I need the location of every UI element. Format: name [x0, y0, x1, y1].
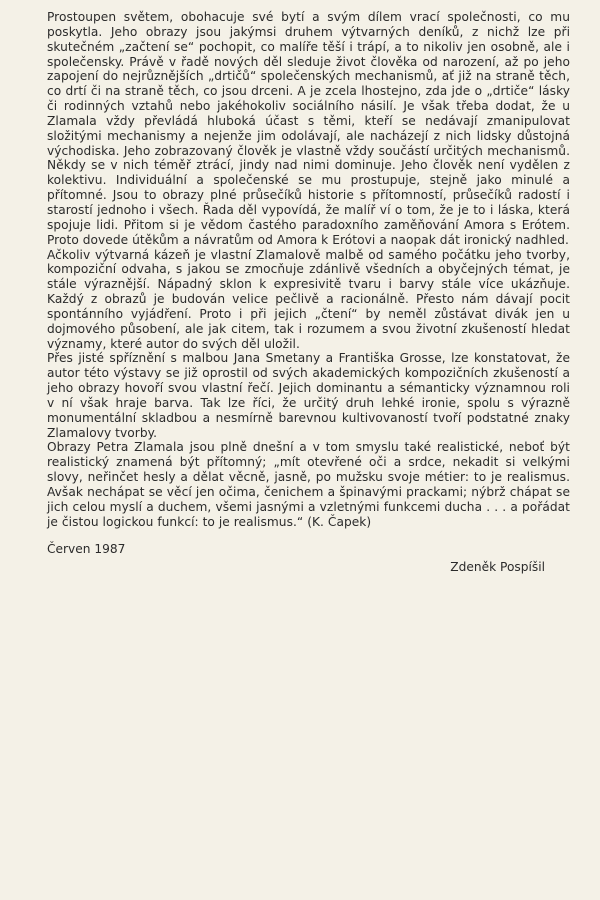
author-signature: Zdeněk Pospíšil: [450, 560, 545, 574]
paragraph-1: Prostoupen světem, obohacuje své bytí a svým dílem vrací společnosti, co mu poskytla. Jeho obrazy jsou jakýmsi druhem výtvarných deníků, z nichž lze při skutečném „začtení se“ pochopit, co malíře těší i trápí, a to nikoliv jen osobně, ale i společensky. Právě v řadě nových děl sleduje život člověka od narození, až po jeho zapojení do nejrůznějších „drtičů“ společenských mechanismů, ať již na straně těch, co drtí či na straně těch, co jsou drceni. A je zcela lhostejno, zda jde o „drtiče“ lásky či rodinných vztahů nebo jakéhokoliv sociálního násilí. Je však třeba dodat, že u Zlamala vždy převládá hluboká účast s těmi, kteří se nedávají zmanipulovat složitými mechanismy a nejenže jim odolávají, ale nacházejí z nich lidsky důstojná východiska. Jeho zobrazovaný člověk je vlastně vždy součástí určitých mechanismů. Někdy se v nich téměř ztrácí, jindy nad nimi dominuje. Jeho člověk není vydělen z kolektivu. Individuální a společenské se mu prostupuje, stejně jako minulé a přítomné. Jsou to obrazy plné průsečíků historie s přítomností, průsečíků radostí i starostí jednoho i všech. Řada děl vypovídá, že malíř ví o tom, že je to i láska, která spojuje lidi. Přitom si je vědom častého paradoxního zaměňování Amora s Erótem. Proto dovede útěkům a návratům od Amora k Erótovi a naopak dát ironický nadhled.: [47, 10, 570, 247]
paragraph-3: Přes jisté spříznění s malbou Jana Smetany a Františka Grosse, lze konstatovat, že autor této výstavy se již oprostil od svých akademických kompozičních zkušeností a jeho obrazy hovoří svou vlastní řečí. Jejich dominantu a sémanticky významnou roli v ní však hraje barva. Tak lze říci, že určitý druh lehké ironie, spolu s výrazně monumentální skladbou a nesmírně barevnou kultivovaností tvoří podstatné znaky Zlamalovy tvorby.: [47, 351, 570, 440]
document-page: [47, 10, 570, 530]
date-line: Červen 1987: [47, 542, 126, 556]
paragraph-2: Ačkoliv výtvarná kázeň je vlastní Zlamalově malbě od samého počátku jeho tvorby, kompoziční odvaha, s jakou se zmocňuje zdánlivě všedních a obyčejných témat, je stále výraznější. Nápadný sklon k expresivitě tvaru i barvy stále více ukázňuje. Každý z obrazů je budován velice pečlivě a racionálně. Přesto nám dávají pocit spontánního vyjádření. Proto i při jejich „čtení“ by neměl zůstávat divák jen u dojmového působení, ale jak citem, tak i rozumem a svou životní zkušeností hledat významy, které autor do svých děl uložil.: [47, 247, 570, 351]
paragraph-4: Obrazy Petra Zlamala jsou plně dnešní a v tom smyslu také realistické, neboť být realistický znamená být přítomný; „mít otevřené oči a srdce, nekadit si velkými slovy, neřinčet hesly a dělat věcně, jasně, po mužsku svoje métier: to je realismus. Avšak nechápat se věcí jen očima, čenichem a špinavými prackami; nýbrž chápat se jich celou myslí a duchem, všemi jasnými a vzletnými funkcemi ducha . . . a pořádat je čistou logickou funkcí: to je realismus.“ (K. Čapek): [47, 440, 570, 529]
document-body: [47, 10, 570, 530]
